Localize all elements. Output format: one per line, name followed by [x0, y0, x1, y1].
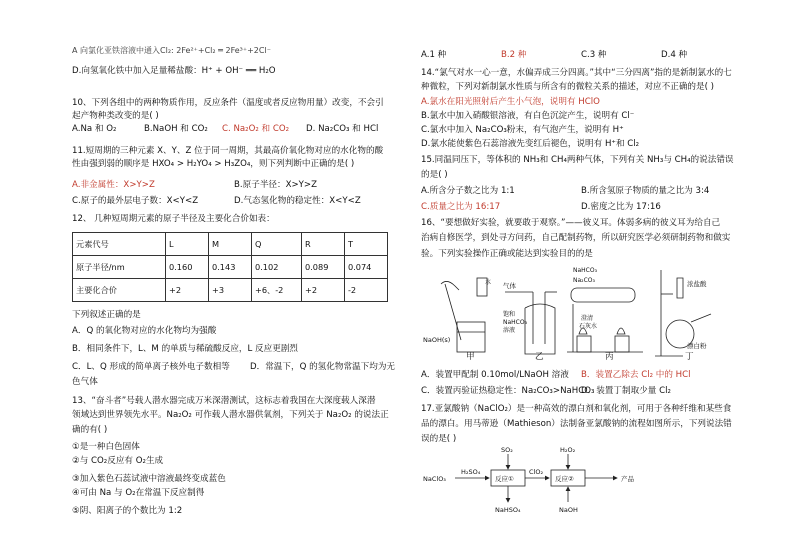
flow-naclo3: NaClO₃ — [423, 475, 446, 483]
process-flow — [421, 444, 661, 520]
apparatus-yi — [503, 281, 557, 354]
q16-stem-2: 治病自修医学，到处寻方问药，自己配制药物，所以研究医学必须研制药物和做实 — [421, 233, 731, 243]
table-cell: 0.160 — [166, 256, 209, 279]
apparatus-ding — [655, 270, 711, 356]
q13-option-d: D.4 种 — [661, 50, 688, 60]
q16-stem-3: 验。下列实验操作正确或能达到实验目的的是 — [421, 249, 593, 259]
q11-option-a: A.非金属性：X>Y>Z — [72, 180, 155, 190]
q13-option-c: C.3 种 — [581, 50, 607, 60]
flow-product: 产品 — [621, 475, 634, 483]
table-cell: 0.074 — [344, 256, 387, 279]
table-cell: +3 — [208, 279, 251, 302]
q17-stem-1: 17.亚氯酸钠（NaClO₂）是一种高效的漂白剂和氧化剂，可用于各种纤维和某些食 — [421, 404, 732, 414]
q13-option-a: A.1 种 — [421, 50, 447, 60]
q15-stem-2: 的是( ) — [421, 170, 448, 180]
fig-gas-label: 气体 — [503, 282, 516, 290]
q15-option-d: D.密度之比为 17:16 — [581, 202, 661, 212]
flow-naoh: NaOH — [559, 506, 578, 514]
q15-option-a: A.所含分子数之比为 1:1 — [421, 186, 515, 196]
flow-h2o2: H₂O₂ — [560, 446, 576, 454]
q14-stem-2: 种微粒，下列对新制氯水性质与所含有的微粒关系的描述，对应不正确的是( ) — [421, 82, 715, 92]
q14-stem-1: 14.“氯气对水一心一意，水偏弄成三分四离。”其中“三分四离”指的是新制氯水的七 — [421, 68, 732, 78]
table-row — [73, 233, 388, 256]
q16-option-c: C．装置丙验证热稳定性：Na₂CO₃>NaHCO₃ — [421, 386, 595, 396]
fig-naoh-label: NaOH(s) — [423, 336, 451, 344]
table-cell: L — [166, 233, 209, 256]
flow-nahso4: NaHSO₄ — [495, 506, 521, 514]
q11-option-c: C.原子的最外层电子数：X<Y<Z — [72, 196, 199, 206]
q15-option-b: B.所含氢原子物质的量之比为 3:4 — [581, 186, 710, 196]
q13-item-2: ②与 CO₂反应有 O₂生成 — [72, 456, 164, 466]
table-cell: +6、-2 — [251, 279, 301, 302]
fig-lime-label: 石灰水 — [579, 323, 598, 330]
q10-option-c: C. Na₂O₂ 和 CO₂ — [222, 124, 290, 134]
q10-stem-1: 10、下列各组中的两种物质作用，反应条件（温度或者反应物用量）改变，不会引 — [72, 98, 384, 108]
q13-item-3: ③加入紫色石蕊试液中溶液最终变成蓝色 — [72, 474, 226, 484]
table-cell: 元素代号 — [73, 233, 166, 256]
q11-stem-1: 11.短周期的三种元素 X、Y、Z 位于同一周期，其最高价氧化物对应的水化物的酸 — [72, 146, 384, 156]
fig-label-bing: 丙 — [605, 352, 614, 362]
q12-option-c: C．L、Q 形成的简单离子核外电子数相等 — [72, 362, 230, 372]
q17-stem-2: 品的漂白。用马蒂逊（Mathieson）法制备亚氯酸钠的流程如图所示，下列说法错 — [421, 419, 732, 429]
q12-option-b: B．相同条件下，L、M 的单质与稀硫酸反应，L 反应更剧烈 — [72, 344, 299, 354]
table-cell: 0.102 — [251, 256, 301, 279]
q12-option-d-1: D．常温下，Q 的氢化物常温下均为无 — [250, 362, 396, 372]
q16-option-a: A．装置甲配制 0.10mol/LNaOH 溶液 — [421, 370, 569, 380]
q15-option-c: C.质量之比为 16:17 — [421, 202, 501, 212]
q13-stem-3: 确的有( ) — [72, 425, 108, 435]
q13-item-4: ④可由 Na 与 O₂在常温下反应制得 — [72, 488, 205, 498]
q12-stem: 12、 几种短周期元素的原子半径及主要化合价如表： — [72, 214, 275, 224]
flow-so2: SO₂ — [501, 446, 513, 454]
q16-option-b: B．装置乙除去 Cl₂ 中的 HCl — [581, 370, 691, 380]
q13-stem-1: 13、“奋斗者”号载人潜水器完成万米深潜测试，这标志着我国在大深度载人深潜 — [72, 396, 376, 406]
fig-nahco3b-label: NaHCO₃ — [573, 267, 597, 274]
flow-clo2: ClO₂ — [529, 468, 544, 476]
apparatus-bing — [567, 267, 643, 352]
apparatus-jia — [423, 278, 491, 352]
q14-option-c: C.氯水中加入 Na₂CO₃粉末，有气泡产生，说明有 H⁺ — [421, 125, 624, 135]
table-row — [73, 279, 388, 302]
apparatus-figure — [421, 264, 721, 364]
q12-option-d-2: 色气体 — [72, 377, 98, 387]
fig-clear-label: 澄清 — [581, 315, 594, 322]
q10-stem-2: 起产物种类改变的是( ) — [72, 111, 159, 121]
q11-stem-2: 性由强到弱的顺序是 HXO₄ > H₂YO₄ > H₃ZO₄，则下列判断中正确的是( ) — [72, 159, 355, 169]
table-cell: 0.143 — [208, 256, 251, 279]
q10-option-d: D. Na₂CO₃ 和 HCl — [306, 124, 379, 134]
q16-stem-1: 16、“要想做好实验，就要敢于观察。”——彼义耳。体弱多病的彼义耳为给自己 — [421, 218, 721, 228]
table-cell: R — [301, 233, 344, 256]
q12-option-a: A．Q 的氧化物对应的水化物均为强酸 — [72, 326, 217, 336]
q13-item-1: ①是一种白色固体 — [72, 442, 140, 452]
q13-stem-2: 领域达到世界领先水平。Na₂O₂ 可作载人潜水器供氧剂，下列关于 Na₂O₂ 的说法正 — [72, 410, 389, 420]
q14-option-b: B.氯水中加入硝酸银溶液，有白色沉淀产生，说明有 Cl⁻ — [421, 111, 635, 121]
fig-water-label: 水 — [485, 279, 492, 286]
q12-prompt: 下列叙述正确的是 — [72, 310, 141, 320]
fig-soln-label: 溶液 — [503, 327, 516, 334]
table-cell: +2 — [166, 279, 209, 302]
table-cell: +2 — [301, 279, 344, 302]
fig-sat-label: 饱和 — [503, 311, 516, 318]
fig-label-yi: 乙 — [535, 352, 544, 362]
table-row — [73, 256, 388, 279]
fig-bleach-label: 漂白粉 — [687, 342, 707, 350]
element-table — [72, 232, 388, 302]
q10-option-b: B.NaOH 和 CO₂ — [144, 124, 208, 134]
table-cell: -2 — [344, 279, 387, 302]
table-cell: Q — [251, 233, 301, 256]
fig-hcl-label: 浓盐酸 — [687, 280, 707, 288]
table-cell: T — [344, 233, 387, 256]
q15-stem-1: 15.同温同压下，等体积的 NH₃和 CH₄两种气体，下列有关 NH₃与 CH₄的说法错误 — [421, 155, 734, 165]
table-cell: 主要化合价 — [73, 279, 166, 302]
fig-label-ding: 丁 — [685, 352, 694, 362]
table-cell: 原子半径/nm — [73, 256, 166, 279]
q10-option-a: A.Na 和 O₂ — [72, 124, 117, 134]
table-cell: M — [208, 233, 251, 256]
q16-option-d: D．装置丁制取少量 Cl₂ — [581, 386, 671, 396]
table-cell: 0.089 — [301, 256, 344, 279]
q11-option-b: B.原子半径：X>Y>Z — [234, 180, 318, 190]
q13-item-5: ⑤阴、阳离子的个数比为 1:2 — [72, 506, 183, 516]
fig-nahco3-label: NaHCO₃ — [503, 319, 527, 326]
flow-reaction-1: 反应① — [495, 475, 514, 483]
q14-option-d: D.氯水能使紫色石蕊溶液先变红后褪色，说明有 H⁺和 Cl₂ — [421, 139, 640, 149]
cut-off-line: A 向氯化亚铁溶液中通入Cl₂: 2Fe²⁺+Cl₂ ═ 2Fe³⁺+2Cl⁻ — [72, 46, 271, 55]
fig-na2co3-label: Na₂CO₃ — [573, 277, 595, 284]
flow-reaction-2: 反应② — [555, 475, 574, 483]
q11-option-d: D.气态氢化物的稳定性：X<Y<Z — [234, 196, 361, 206]
q14-option-a: A.氯水在阳光照射后产生小气泡，说明有 HClO — [421, 97, 600, 107]
q13-option-b: B.2 种 — [501, 50, 527, 60]
fig-label-jia: 甲 — [466, 352, 475, 362]
q17-stem-3: 误的是( ) — [421, 434, 457, 444]
flow-h2so4: H₂SO₄ — [461, 468, 481, 476]
option-d-prev: D.向氢氧化铁中加入足量稀盐酸：H⁺ + OH⁻ ══ H₂O — [72, 66, 276, 76]
